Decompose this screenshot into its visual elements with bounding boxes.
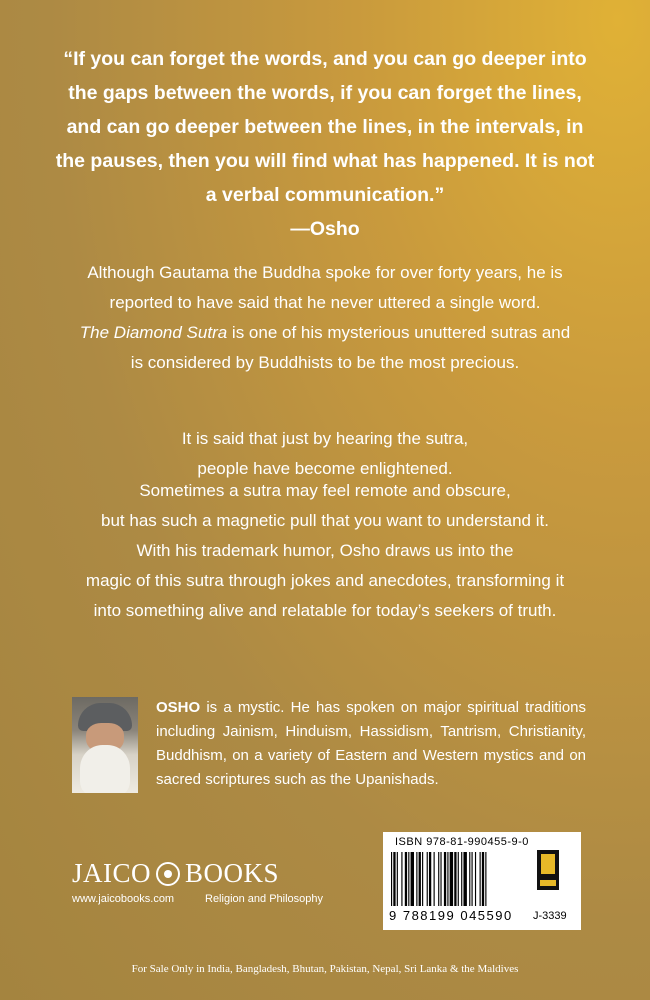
book-code: J-3339 [533,910,567,922]
barcode-bar [405,852,407,906]
quote-line: and can go deeper between the lines, in the intervals, in [66,116,584,138]
publisher-name-right: BOOKS [185,858,280,888]
sales-territory-notice: For Sale Only in India, Bangladesh, Bhutan, Pakistan, Nepal, Sri Lanka & the Maldives [131,963,519,975]
description-line: magic of this sutra through jokes and anecdotes, transforming it [85,571,565,590]
description-line: Although Gautama the Buddha spoke for over forty years, he is [87,263,563,282]
quote-line: a verbal communication.” [205,184,445,206]
barcode-bar [411,852,414,906]
quote-line: “If you can forget the words, and you can go deeper into [63,48,587,70]
barcode-bar [440,852,441,906]
description-line [40,318,610,348]
barcode-bar [438,852,439,906]
publisher-logo [72,858,279,889]
author-name: OSHO [156,699,201,716]
barcode-bar [444,852,446,906]
description-paragraph-2 [40,424,610,484]
barcode-bar [475,852,476,906]
author-bio [156,696,586,792]
description-paragraph-3 [40,476,610,626]
barcode-bars [391,852,531,906]
description-line: into something alive and relatable for today’s seekers of truth. [93,601,557,620]
publisher-url: www.jaicobooks.com [72,893,175,905]
barcode-bar [427,852,428,906]
quote-attribution: —Osho [290,218,360,240]
author-photo [72,697,138,793]
description-text: is one of his mysterious unuttered sutras and [227,323,571,342]
description-line: With his trademark humor, Osho draws us into the [136,541,514,560]
barcode-bar [463,852,466,906]
barcode-bar [485,852,486,906]
barcode-bar [480,852,481,906]
barcode-bar [472,852,473,906]
description-line: It is said that just by hearing the sutra, [181,429,469,448]
barcode-bar [397,852,398,906]
description-line: reported to have said that he never uttered a single word. [109,293,541,312]
barcode-bar [391,852,392,906]
barcode-bar [450,852,453,906]
description-line: is considered by Buddhists to be the most precious. [130,353,520,372]
author-photo-beard [80,745,130,793]
back-cover-quote [40,42,610,212]
barcode-bar [461,852,462,906]
barcode-bar [429,852,431,906]
barcode-bar [416,852,417,906]
quote-line: the pauses, then you will find what has happened. It is not [55,150,595,172]
barcode-bar [458,852,459,906]
barcode-bar [408,852,409,906]
barcode-panel [383,832,581,930]
jaico-emblem-icon [156,862,180,886]
description-line: but has such a magnetic pull that you want to understand it. [101,511,549,530]
barcode-bar [469,852,470,906]
description-paragraph-1 [40,258,610,378]
publisher-name-left: JAICO [72,858,152,888]
barcode-bar [419,852,421,906]
description-line: Sometimes a sutra may feel remote and obscure, [139,481,511,500]
barcode-bar [401,852,402,906]
author-bio-text: is a mystic. He has spoken on major spiritual traditions including Jainism, Hinduism, Hassidism, Tantrism, Christianity, Buddhism, on a variety of Eastern and Western mystics and on sacred scriptures such as the Upanishads. [156,699,586,788]
barcode-digits: 9 788199 045590 [389,908,513,923]
barcode-bar [482,852,484,906]
book-title: The Diamond Sutra [79,323,228,342]
barcode-bar [447,852,448,906]
barcode-bar [434,852,435,906]
barcode-bar [393,852,395,906]
barcode-bar [454,852,456,906]
book-category: Religion and Philosophy [205,893,324,905]
ebook-available-icon [537,850,559,890]
quote-line: the gaps between the words, if you can forget the lines, [68,82,582,104]
isbn-label: ISBN 978-81-990455-9-0 [395,836,529,848]
barcode-bar [422,852,423,906]
description-line: people have become enlightened. [197,459,453,478]
